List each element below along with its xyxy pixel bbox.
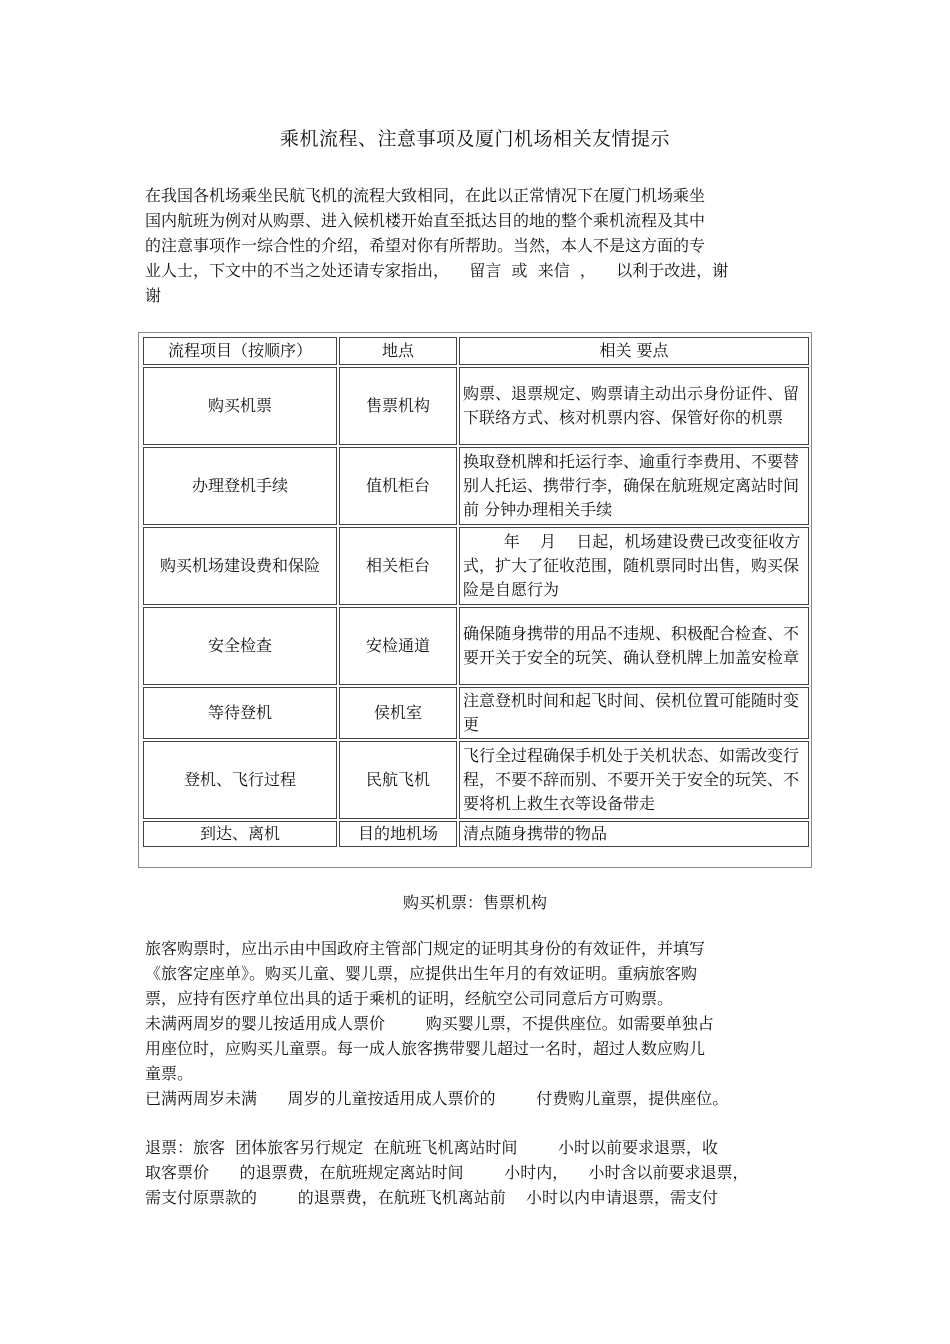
step-cell: 购买机场建设费和保险 bbox=[143, 527, 337, 605]
intro-line: 国内航班为例对从购票、进入候机楼开始直至抵达目的地的整个乘机流程及其中 bbox=[145, 211, 706, 230]
intro-line: 业人士，下文中的不当之处还请专家指出， 留言 或 来信 ， 以利于改进，谢 bbox=[145, 261, 729, 280]
step-cell: 登机、飞行过程 bbox=[143, 741, 337, 819]
step-cell: 等待登机 bbox=[143, 687, 337, 739]
header-cell-points: 相关 要点 bbox=[459, 337, 809, 365]
points-cell: 购票、退票规定、购票请主动出示身份证件、留下联络方式、核对机票内容、保管好你的机票 bbox=[459, 367, 809, 445]
table-row bbox=[143, 447, 809, 525]
location-cell: 目的地机场 bbox=[339, 821, 457, 847]
points-cell: 注意登机时间和起飞时间、侯机位置可能随时变更 bbox=[459, 687, 809, 739]
table-row bbox=[143, 367, 809, 445]
points-cell: 清点随身携带的物品 bbox=[459, 821, 809, 847]
ticket-purchase-paragraph bbox=[145, 936, 808, 1111]
location-cell: 售票机构 bbox=[339, 367, 457, 445]
location-cell: 值机柜台 bbox=[339, 447, 457, 525]
points-cell: 年 月 日起，机场建设费已改变征收方式，扩大了征收范围，随机票同时出售，购买保险是自愿行为 bbox=[459, 527, 809, 605]
page-title: 乘机流程、注意事项及厦门机场相关友情提示 bbox=[279, 128, 670, 150]
table-row bbox=[143, 607, 809, 685]
body-line: 需支付原票款的 的退票费，在航班飞机离站前 小时以内申请退票，需支付 bbox=[145, 1188, 719, 1207]
body-line: 用座位时，应购买儿童票。每一成人旅客携带婴儿超过一名时，超过人数应购儿 bbox=[145, 1039, 706, 1058]
location-cell: 安检通道 bbox=[339, 607, 457, 685]
points-cell: 确保随身携带的用品不违规、积极配合检查、不要开关于安全的玩笑、确认登机牌上加盖安检章 bbox=[459, 607, 809, 685]
step-cell: 安全检查 bbox=[143, 607, 337, 685]
step-cell: 到达、离机 bbox=[143, 821, 337, 847]
body-line: 退票：旅客 团体旅客另行规定 在航班飞机离站时间 小时以前要求退票，收 bbox=[145, 1138, 719, 1157]
location-cell: 相关柜台 bbox=[339, 527, 457, 605]
location-cell: 侯机室 bbox=[339, 687, 457, 739]
body-line: 未满两周岁的婴儿按适用成人票价 购买婴儿票，不提供座位。如需要单独占 bbox=[145, 1014, 714, 1033]
table-header-row bbox=[143, 337, 809, 365]
intro-line: 在我国各机场乘坐民航飞机的流程大致相同，在此以正常情况下在厦门机场乘坐 bbox=[145, 186, 706, 205]
step-cell: 购买机票 bbox=[143, 367, 337, 445]
intro-line: 的注意事项作一综合性的介绍，希望对你有所帮助。当然，本人不是这方面的专 bbox=[145, 236, 706, 255]
points-cell: 飞行全过程确保手机处于关机状态、如需改变行程，不要不辞而别、不要开关于安全的玩笑、不要将机上救生衣等设备带走 bbox=[459, 741, 809, 819]
table-row bbox=[143, 527, 809, 605]
points-cell: 换取登机牌和托运行李、逾重行李费用、不要替别人托运、携带行李，确保在航班规定离站时间前 分钟办理相关手续 bbox=[459, 447, 809, 525]
body-line: 《旅客定座单》。购买儿童、婴儿票，应提供出生年月的有效证明。重病旅客购 bbox=[145, 964, 698, 983]
table-row bbox=[143, 821, 809, 847]
header-cell-location: 地点 bbox=[339, 337, 457, 365]
body-line: 取客票价 的退票费，在航班规定离站时间 小时内， 小时含以前要求退票， bbox=[145, 1163, 749, 1182]
step-cell: 办理登机手续 bbox=[143, 447, 337, 525]
body-line: 旅客购票时，应出示由中国政府主管部门规定的证明其身份的有效证件，并填写 bbox=[145, 939, 706, 958]
intro-paragraph bbox=[145, 183, 808, 308]
section-subtitle: 购买机票：售票机构 bbox=[402, 893, 547, 912]
header-cell-step: 流程项目（按顺序） bbox=[143, 337, 337, 365]
intro-line: 谢 bbox=[145, 286, 162, 305]
table-row bbox=[143, 687, 809, 739]
flow-table-frame bbox=[138, 332, 812, 868]
body-line: 童票。 bbox=[145, 1064, 194, 1083]
flow-table bbox=[141, 335, 811, 849]
body-line: 已满两周岁未满 周岁的儿童按适用成人票价的 付费购儿童票，提供座位。 bbox=[145, 1089, 729, 1108]
table-row bbox=[143, 741, 809, 819]
refund-paragraph bbox=[145, 1135, 808, 1210]
location-cell: 民航飞机 bbox=[339, 741, 457, 819]
body-line: 票，应持有医疗单位出具的适于乘机的证明，经航空公司同意后方可购票。 bbox=[145, 989, 674, 1008]
